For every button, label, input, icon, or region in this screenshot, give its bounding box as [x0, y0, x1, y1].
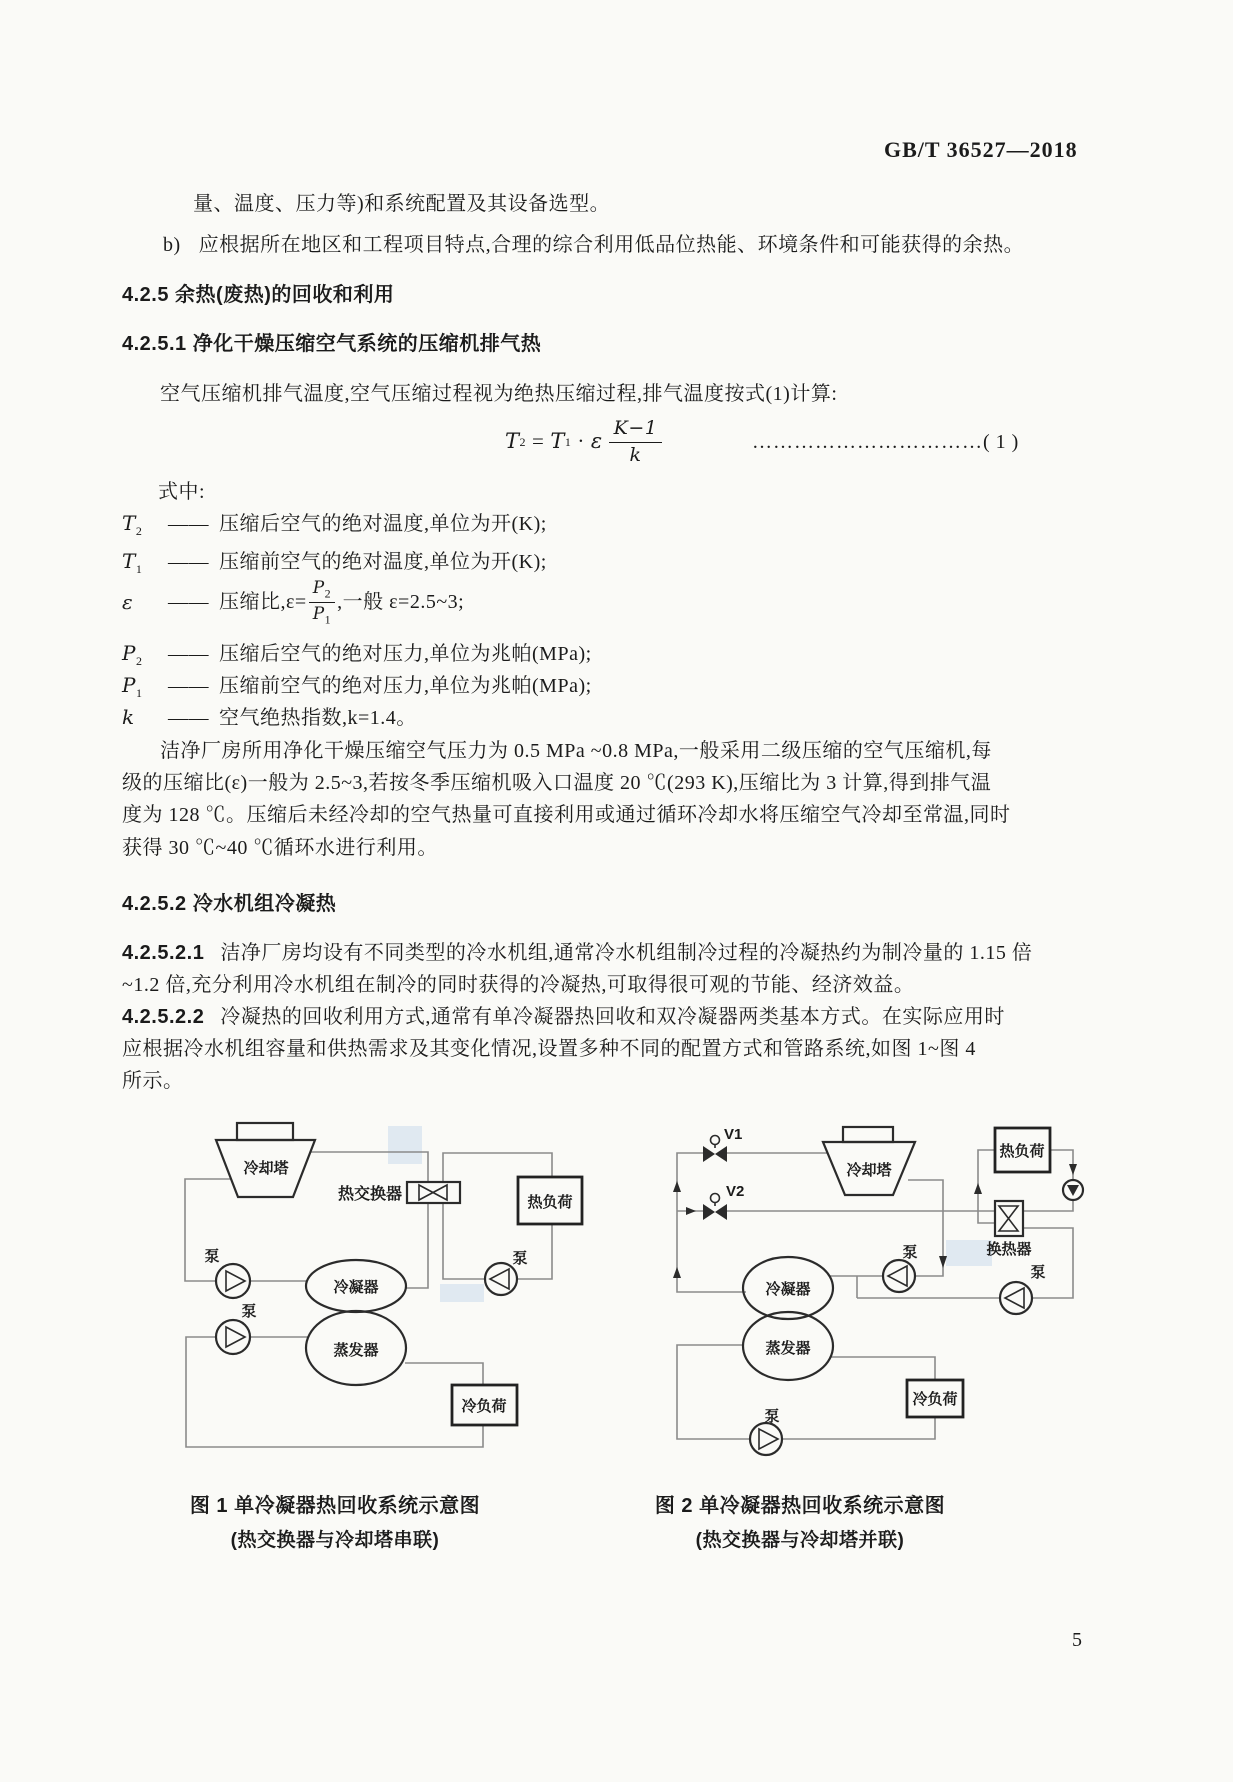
pipe-hx-to-rightpump: [1022, 1228, 1073, 1298]
page-number: 5: [1072, 1629, 1083, 1651]
valve-v1-label: V1: [724, 1126, 743, 1143]
definition-k: k —— 空气绝热指数,k=1.4。: [122, 705, 417, 729]
heat-exchanger-label: 热交换器: [337, 1186, 402, 1203]
heat-load-label: 热负荷: [527, 1194, 573, 1211]
pump-triangle: [226, 1271, 245, 1291]
pipe-tower-to-pump1: [185, 1179, 230, 1281]
pump-label: 泵: [902, 1244, 918, 1261]
figure2-caption: 图 2 单冷凝器热回收系统示意图: [654, 1495, 946, 1517]
cooling-tower-cap: [843, 1127, 893, 1142]
definition-p1: $P_1$ —— 压缩前空气的绝对压力,单位为兆帕(MPa);: [122, 673, 592, 700]
pipe-coldload-to-evaporator: [831, 1357, 935, 1380]
cooling-tower-cap: [237, 1123, 293, 1140]
equation-1: T 2 = T 1 · ε $\frac{K-1}{k}$: [505, 416, 662, 468]
flow-arrow-down-icon: [1069, 1164, 1077, 1175]
paragraph-line: 获得 30 ℃~40 ℃循环水进行利用。: [122, 837, 438, 859]
clause-42522-line1: 4.2.5.2.2 冷凝热的回收利用方式,通常有单冷凝器热回收和双冷凝器两类基本方式。在实际应用时: [122, 1006, 1005, 1028]
figure1-caption: 图 1 单冷凝器热回收系统示意图: [189, 1495, 481, 1517]
valve-v2-label: V2: [726, 1183, 745, 1200]
evaporator-label: 蒸发器: [333, 1342, 379, 1359]
flow-arrow-up-icon: [673, 1181, 681, 1192]
paragraph-line: 度为 128 ℃。压缩后未经冷却的空气热量可直接利用或通过循环冷却水将压缩空气冷却至常温,同时: [122, 804, 1011, 826]
pipe-smallpump-to-hx: [1022, 1200, 1073, 1211]
list-item-b-label: b): [163, 234, 181, 256]
pump-triangle: [226, 1327, 245, 1347]
pipe-hx-supply-to-heatload: [978, 1150, 995, 1223]
cold-load-label: 冷负荷: [912, 1391, 958, 1408]
scan-artifact: [388, 1126, 422, 1164]
pump-triangle: [888, 1266, 907, 1286]
cooling-tower-label: 冷却塔: [846, 1162, 892, 1179]
valve-v2-icon: [715, 1204, 727, 1220]
pipe-condenser-riser: [677, 1153, 746, 1292]
flow-arrow-down-icon: [939, 1256, 947, 1268]
section-heading-4252: 4.2.5.2 冷水机组冷凝热: [122, 893, 337, 915]
figure2-diagram: [640, 1112, 1100, 1467]
scan-artifact: [440, 1284, 484, 1302]
clause-42522-line2: 应根据冷水机组容量和供热需求及其变化情况,设置多种不同的配置方式和管路系统,如图 1~图 4: [122, 1038, 976, 1060]
definition-t1: $T_1$ —— 压缩前空气的绝对温度,单位为开(K);: [122, 549, 547, 576]
heat-load-label: 热负荷: [999, 1143, 1045, 1160]
valve-v1-icon: [703, 1146, 715, 1162]
section-heading-425: 4.2.5 余热(废热)的回收和利用: [122, 284, 395, 306]
section-heading-4251: 4.2.5.1 净化干燥压缩空气系统的压缩机排气热: [122, 333, 542, 355]
pump-triangle: [1005, 1288, 1024, 1308]
pipe-evaporator-to-bottompump: [677, 1345, 750, 1439]
heat-exchanger-bowtie-icon: [419, 1185, 447, 1200]
pump-triangle: [759, 1429, 778, 1449]
heat-exchanger-label: 换热器: [986, 1241, 1032, 1258]
pump-label: 泵: [241, 1303, 257, 1320]
epsilon-fraction: $\frac{P_2}{P_1}$: [309, 578, 335, 627]
definition-t2: $T_2$ —— 压缩后空气的绝对温度,单位为开(K);: [122, 511, 547, 538]
pipe-pump-to-hx: [443, 1203, 485, 1279]
figure1-subcaption: (热交换器与冷却塔串联): [230, 1530, 440, 1551]
cooling-tower-label: 冷却塔: [243, 1160, 289, 1177]
definition-p2: $P_2$ —— 压缩后空气的绝对压力,单位为兆帕(MPa);: [122, 641, 592, 668]
pump-label: 泵: [764, 1408, 780, 1425]
intro-line: 量、温度、压力等)和系统配置及其设备选型。: [193, 193, 611, 215]
condenser-label: 冷凝器: [333, 1279, 379, 1296]
formula-lead-paragraph: 空气压缩机排气温度,空气压缩过程视为绝热压缩过程,排气温度按式(1)计算:: [160, 383, 838, 405]
equation-leader: ……………………………( 1 ): [752, 431, 1019, 453]
pipe-tower-to-pump: [908, 1180, 943, 1276]
paragraph-line: 洁净厂房所用净化干燥压缩空气压力为 0.5 MPa ~0.8 MPa,一般采用二级压缩的空气压缩机,每: [160, 740, 992, 762]
pump-triangle: [1067, 1185, 1079, 1196]
pump-label: 泵: [512, 1250, 528, 1267]
flow-arrow-up-icon: [673, 1267, 681, 1278]
valve-v1-icon: [715, 1146, 727, 1162]
figure2-subcaption: (热交换器与冷却塔并联): [695, 1530, 905, 1551]
valve-handle-icon: [711, 1194, 720, 1203]
pump-triangle: [490, 1269, 509, 1289]
standard-number-header: GB/T 36527—2018: [884, 137, 1078, 162]
definition-epsilon: ε —— 压缩比,ε= $\frac{P_2}{P_1}$ ,一般 ε=2.5~3;: [122, 577, 465, 626]
where-label: 式中:: [158, 481, 206, 503]
pipe-condenser-to-hx: [406, 1203, 428, 1288]
pump-label: 泵: [1030, 1264, 1046, 1281]
clause-42521-line2: ~1.2 倍,充分利用冷水机组在制冷的同时获得的冷凝热,可取得很可观的节能、经济效益。: [122, 974, 915, 996]
list-item-b: [163, 233, 1024, 257]
eq-lhs: T: [505, 429, 520, 454]
clause-42522-line3: 所示。: [122, 1070, 184, 1092]
valve-handle-icon: [711, 1136, 720, 1145]
flow-arrow-right-icon: [686, 1207, 696, 1215]
pipe-bottompump-to-coldload: [782, 1417, 935, 1439]
figure1-diagram: [140, 1112, 590, 1467]
evaporator-label: 蒸发器: [765, 1340, 811, 1357]
exponent-fraction: $\frac{K-1}{k}$: [609, 417, 663, 467]
list-item-b-text: 应根据所在地区和工程项目特点,合理的综合利用低品位热能、环境条件和可能获得的余热。: [198, 234, 1025, 256]
flow-arrow-up-icon: [974, 1183, 982, 1194]
valve-v2-icon: [703, 1204, 715, 1220]
paragraph-line: 级的压缩比(ε)一般为 2.5~3,若按冬季压缩机吸入口温度 20 ℃(293 K),压缩比为 3 计算,得到排气温: [122, 772, 992, 794]
cold-load-label: 冷负荷: [461, 1398, 507, 1415]
scan-artifact: [946, 1240, 992, 1266]
pump-label: 泵: [204, 1248, 220, 1265]
condenser-label: 冷凝器: [765, 1281, 811, 1298]
pipe-coldload-to-evaporator: [405, 1363, 483, 1385]
heat-exchanger-bowtie-icon: [999, 1206, 1018, 1231]
clause-42521-line1: 4.2.5.2.1 洁净厂房均设有不同类型的冷水机组,通常冷水机组制冷过程的冷凝热约为制冷量的 1.15 倍: [122, 942, 1033, 964]
